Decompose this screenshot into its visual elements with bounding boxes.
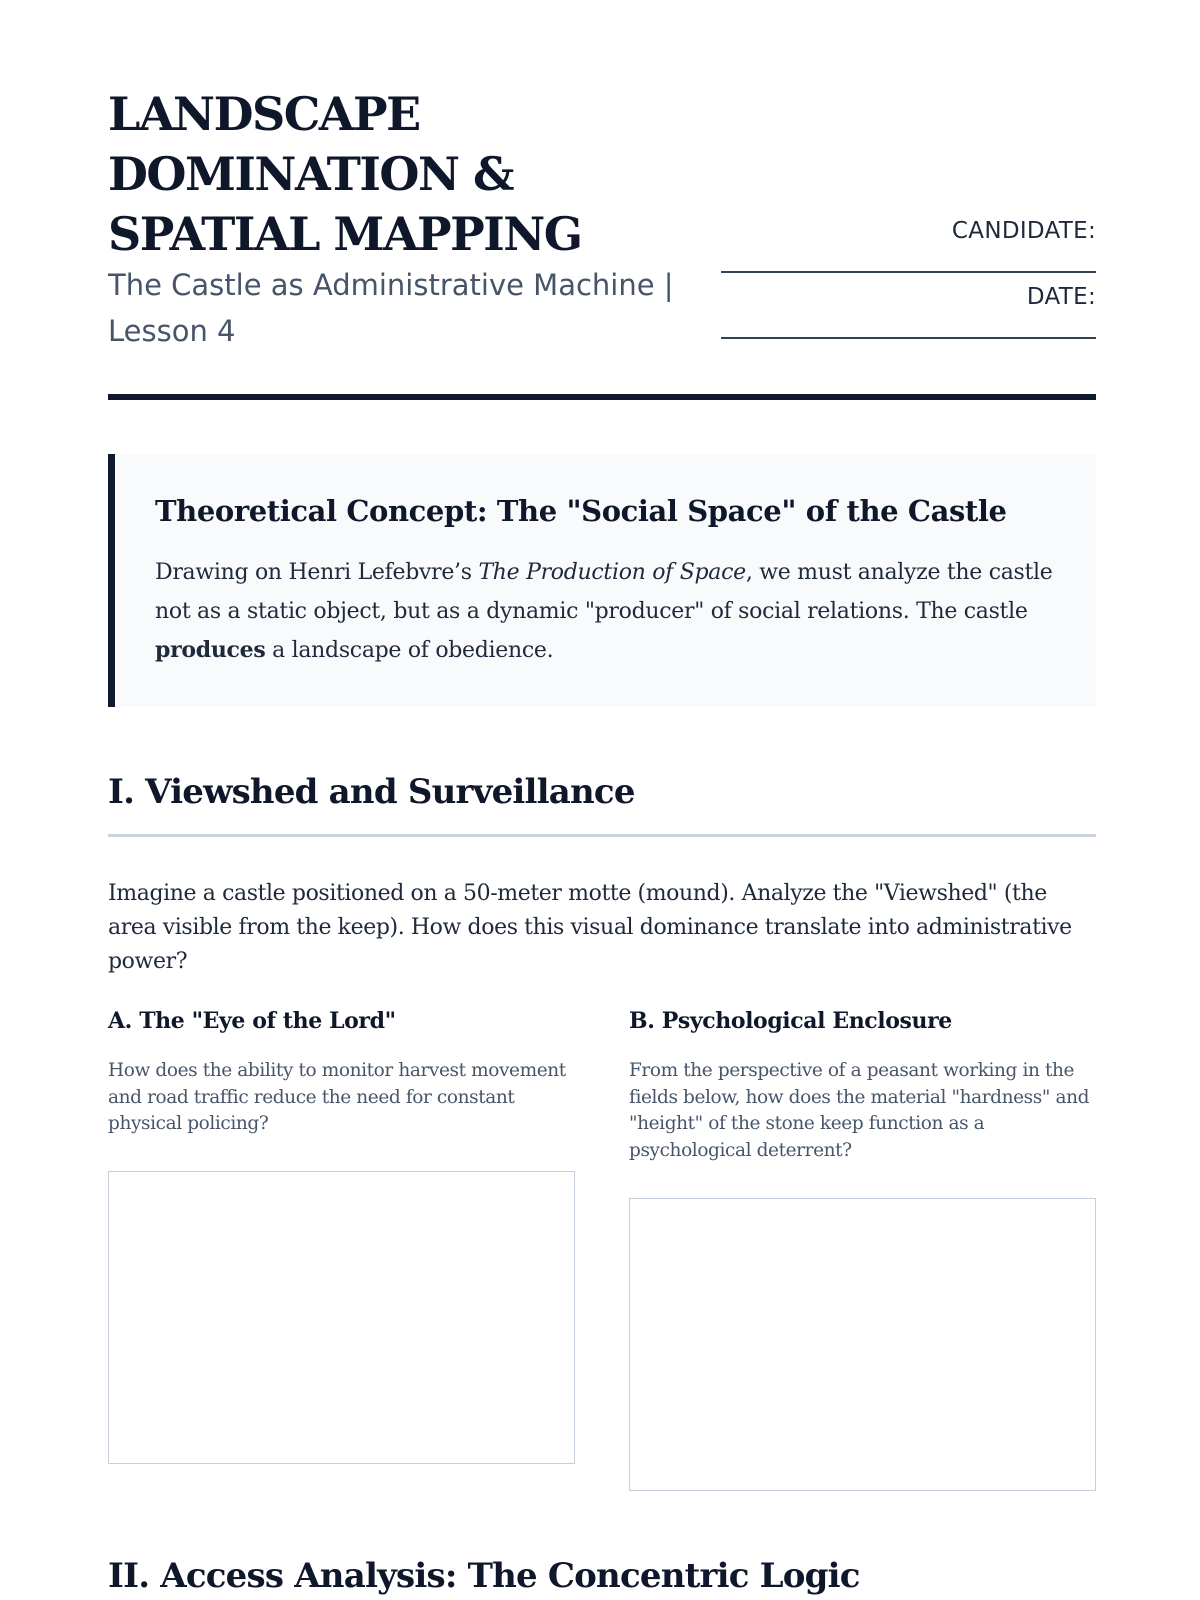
question-a [108,1004,575,1138]
question-a-prompt: How does the ability to monitor harvest movement and road traffic reduce the need for constant physical policing? [108,1060,566,1134]
candidate-label: CANDIDATE: [951,218,1096,244]
question-a-title: A. The "Eye of the Lord" [108,1008,396,1034]
concept-body-intro: Drawing on Henri Lefebvre’s [155,560,479,585]
concept-bold-word: produces [155,637,266,663]
answer-box-a[interactable] [108,1171,575,1464]
answer-box-b[interactable] [629,1198,1096,1491]
question-b-title: B. Psychological Enclosure [629,1008,952,1034]
concept-italic-work: The Production of Space [478,560,746,585]
question-b [629,1004,1096,1164]
concept-body [155,554,1055,671]
date-label: DATE: [1026,284,1096,310]
concept-callout [108,454,1096,707]
candidate-input-line[interactable] [721,271,1096,273]
header-divider [108,394,1096,400]
question-b-prompt: From the perspective of a peasant working in the fields below, how does the material "hardness" and "height" of the stone keep function as a psychological deterrent? [629,1060,1090,1161]
section-2-title: II. Access Analysis: The Concentric Logic [108,1556,860,1596]
date-input-line[interactable] [721,337,1096,339]
concept-body-middle: , we must analyze the castle not as a static object, but as a dynamic "producer" of social relations. The castle [155,560,1053,624]
page-title: LANDSCAPE DOMINATION & SPATIAL MAPPING [108,87,582,261]
section-1-divider [108,834,1096,837]
concept-title: Theoretical Concept: The "Social Space" of the Castle [155,494,1007,528]
section-1-title: I. Viewshed and Surveillance [108,772,635,812]
concept-body-end: a landscape of obedience. [265,638,554,663]
worksheet-header [108,84,1096,352]
date-field [721,280,1096,346]
section-1-intro: Imagine a castle positioned on a 50-meter motte (mound). Analyze the "Viewshed" (the area visible from the keep). How does this visual dominance translate into administrative power? [108,881,1072,974]
worksheet-page [108,0,1096,1600]
candidate-field [721,214,1096,280]
page-subtitle: The Castle as Administrative Machine | Lesson 4 [108,268,674,348]
candidate-info [721,214,1096,346]
